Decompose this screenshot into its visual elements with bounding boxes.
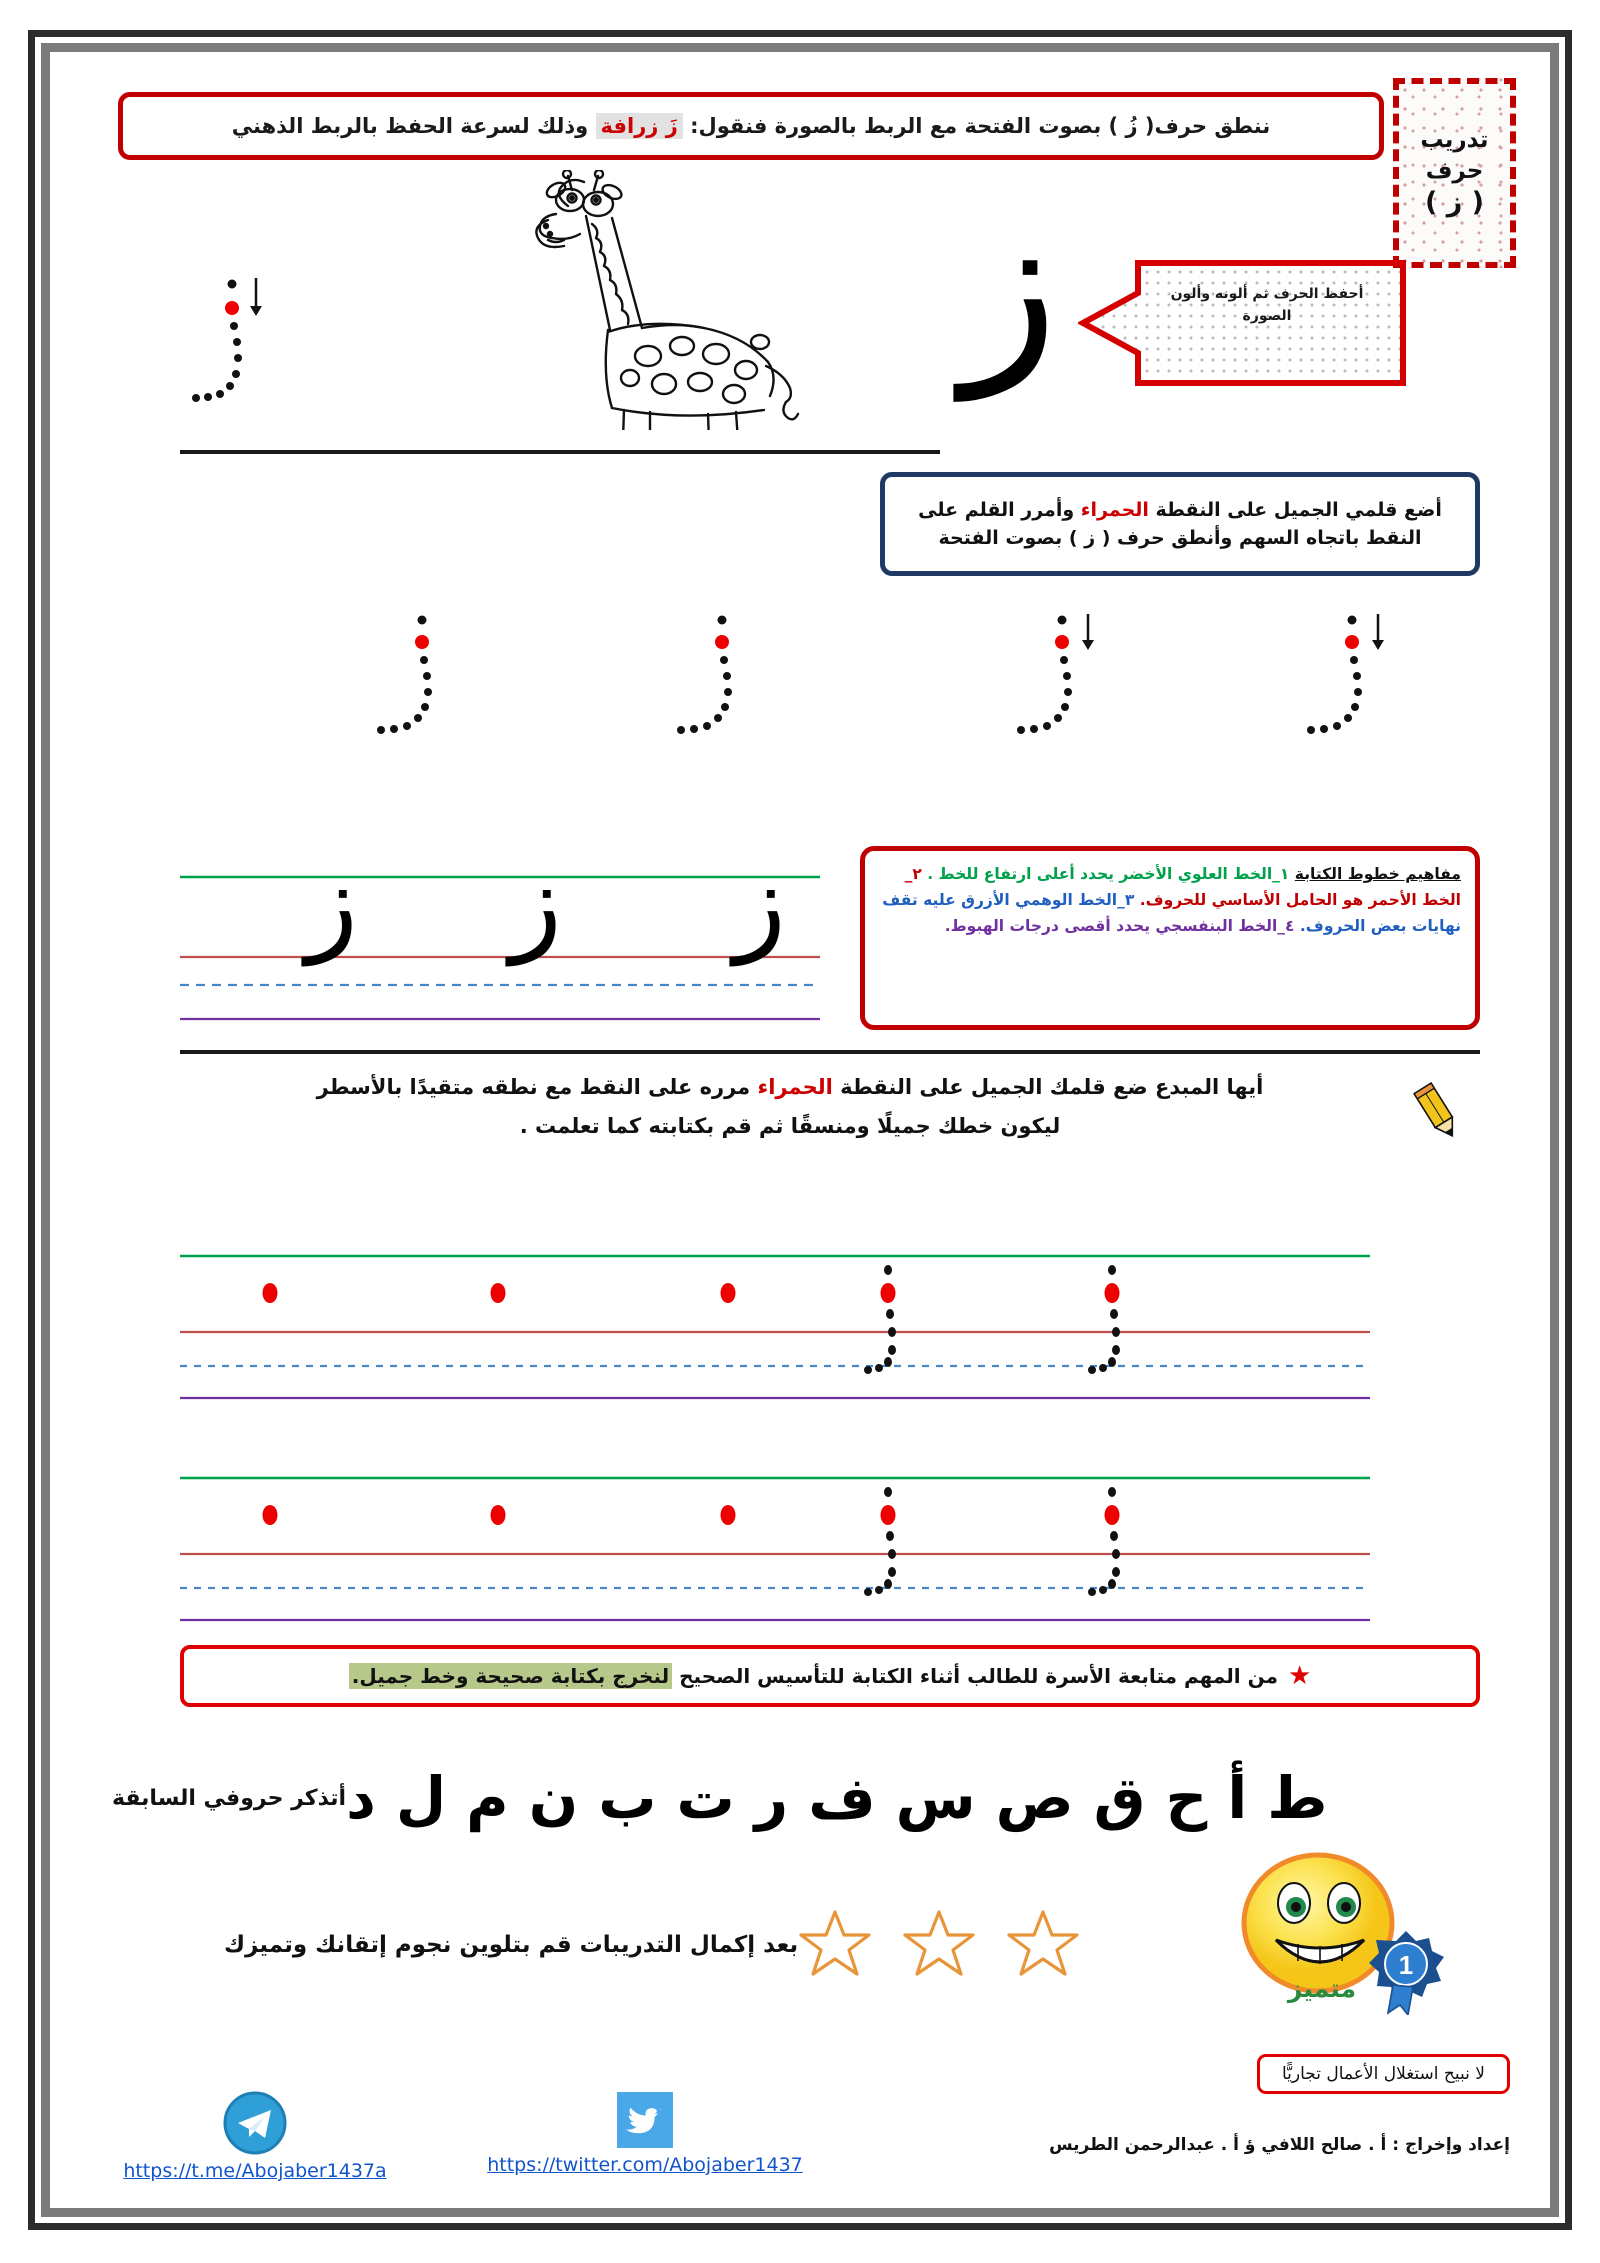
family-note-box bbox=[180, 1645, 1480, 1707]
creative-line1-a: أيها المبدع ضع قلمك الجميل على النقطة bbox=[840, 1075, 1264, 1099]
giraffe-illustration bbox=[460, 170, 820, 430]
banner-highlight-word: زَ زرافة bbox=[596, 113, 683, 139]
model-letter-3: ز bbox=[305, 841, 358, 966]
excellence-badge bbox=[1210, 1845, 1460, 2015]
creative-line-2: ليكون خطك جميلًا ومنسقًا ثم قم بكتابته كما تعلمت . bbox=[519, 1113, 1061, 1138]
start-dot bbox=[721, 1283, 736, 1303]
twitter-block[interactable] bbox=[440, 2090, 850, 2176]
family-note-before: من المهم متابعة الأسرة للطالب أثناء الكتابة للتأسيس الصحيح bbox=[679, 1664, 1278, 1688]
prev-letter: س bbox=[895, 1764, 976, 1832]
creative-line1-red: الحمراء bbox=[757, 1075, 833, 1099]
prev-letter: ل bbox=[395, 1764, 447, 1832]
previous-letters-list bbox=[346, 1764, 1328, 1832]
start-dot bbox=[263, 1283, 278, 1303]
start-dot bbox=[721, 1505, 736, 1525]
practice-ruled-row-1 bbox=[180, 1238, 1370, 1408]
trace-glyph-row1-3 bbox=[660, 608, 790, 788]
navy-line-1 bbox=[918, 496, 1442, 525]
navy-line-2: النقط باتجاه السهم وأنطق حرف ( ز ) بصوت الفتحة bbox=[938, 527, 1422, 549]
prev-letter: ت bbox=[676, 1764, 735, 1832]
concepts-title: مفاهيم خطوط الكتابة bbox=[1294, 865, 1461, 883]
telegram-block[interactable] bbox=[90, 2090, 420, 2182]
start-dot bbox=[263, 1505, 278, 1525]
trace-glyph-row1-1 bbox=[1290, 608, 1420, 788]
trace-dots-group bbox=[864, 1487, 896, 1596]
rating-instruction-text: بعد إكمال التدريبات قم بتلوين نجوم إتقانك وتميزك bbox=[224, 1932, 799, 1958]
big-letter-zay: ز bbox=[961, 168, 1059, 401]
creative-line-1 bbox=[160, 1068, 1420, 1107]
rosette-number: 1 bbox=[1398, 1950, 1414, 1980]
star-outline-icon[interactable] bbox=[902, 1908, 976, 1982]
writing-lines-concepts-box bbox=[860, 846, 1480, 1030]
start-dot bbox=[881, 1505, 896, 1525]
start-dot bbox=[1105, 1505, 1120, 1525]
navy-line1-b: وأمرر القلم على bbox=[918, 498, 1075, 521]
concepts-item-1: ١_الخط العلوي الأخضر يحدد أعلى ارتفاع للخط . bbox=[927, 865, 1290, 883]
star-outline-icon[interactable] bbox=[1006, 1908, 1080, 1982]
trace-dots-group bbox=[1088, 1487, 1120, 1596]
model-letter-2: ز bbox=[509, 841, 562, 966]
model-letters-row bbox=[180, 838, 820, 1018]
trace-glyph-row1-2 bbox=[1000, 608, 1130, 788]
lesson-title-box bbox=[1393, 78, 1516, 268]
navy-line1-red: الحمراء bbox=[1080, 498, 1149, 521]
prev-letter: م bbox=[466, 1764, 509, 1832]
arrow-text-line1: أحفظ الحرف ثم ألونه وألون bbox=[1170, 286, 1364, 302]
prev-letter: ط bbox=[1267, 1764, 1328, 1832]
credits-text: إعداد وإخراج : أ . صالح اللافي ؤ أ . عبدالرحمن الطريس bbox=[1049, 2135, 1510, 2155]
trace-dots-group bbox=[864, 1265, 896, 1374]
prev-letter: د bbox=[346, 1764, 376, 1832]
star-icon: ★ bbox=[1287, 1661, 1312, 1691]
smiley-face-icon bbox=[1210, 1845, 1460, 2015]
banner-text-after: وذلك لسرعة الحفظ بالربط الذهني bbox=[231, 114, 589, 138]
practice-ruled-row-2 bbox=[180, 1460, 1370, 1630]
lesson-title-line1: تدريب bbox=[1420, 127, 1489, 154]
concepts-item-2: ٢_ الخط الأحمر هو الحامل الأساسي للحروف. bbox=[904, 865, 1461, 910]
start-dot bbox=[881, 1283, 896, 1303]
rating-stars-row bbox=[180, 1880, 1320, 2010]
twitter-link[interactable]: https://twitter.com/Abojaber1437 bbox=[487, 2154, 803, 2176]
banner-text-before: ننطق حرف( زُ ) بصوت الفتحة مع الربط بالصورة فنقول: bbox=[690, 114, 1271, 138]
star-outline-icon[interactable] bbox=[798, 1908, 872, 1982]
trace-glyph-top bbox=[190, 270, 320, 450]
prev-letter: ص bbox=[995, 1764, 1074, 1832]
prev-letter: أ bbox=[1227, 1764, 1248, 1832]
previous-letters-label: أتذكر حروفي السابقة bbox=[112, 1785, 347, 1811]
twitter-icon[interactable] bbox=[615, 2090, 675, 2150]
start-dot bbox=[491, 1505, 506, 1525]
lesson-title-letter: ( ز ) bbox=[1424, 186, 1485, 218]
model-letter-1: ز bbox=[733, 841, 786, 966]
concepts-paragraph bbox=[879, 861, 1461, 939]
trace-glyph-row1-4 bbox=[360, 608, 490, 788]
family-note-highlight: لنخرج بكتابة صحيحة وخط جميل. bbox=[349, 1663, 672, 1689]
arrow-text-line2: الصورة bbox=[1242, 307, 1292, 324]
footer bbox=[90, 2040, 1510, 2190]
telegram-icon[interactable] bbox=[222, 2090, 288, 2156]
divider-1 bbox=[180, 450, 940, 454]
previous-letters-row bbox=[90, 1750, 1490, 1846]
telegram-link[interactable]: https://t.me/Abojaber1437a bbox=[123, 2160, 387, 2182]
start-dot bbox=[1105, 1283, 1120, 1303]
creative-instruction bbox=[160, 1068, 1420, 1146]
prev-letter: ب bbox=[598, 1764, 657, 1832]
prev-letter: ق bbox=[1093, 1764, 1146, 1832]
family-note-text bbox=[349, 1664, 1278, 1688]
lesson-title-line2: حرف bbox=[1425, 157, 1484, 184]
badge-label: متميز bbox=[1287, 1974, 1357, 2003]
prev-letter: ح bbox=[1165, 1764, 1208, 1832]
prev-letter: ف bbox=[808, 1764, 876, 1832]
arrow-callout-text bbox=[1142, 284, 1392, 327]
stars-group bbox=[798, 1908, 1080, 1982]
header-banner bbox=[118, 92, 1384, 160]
divider-2 bbox=[180, 1050, 1480, 1054]
no-commercial-use-box: لا نبيح استغلال الأعمال تجاريًّا bbox=[1257, 2054, 1510, 2094]
concepts-item-4: ٤_الخط البنفسجي يحدد أقصى درجات الهبوط. bbox=[944, 917, 1295, 936]
navy-instruction-box bbox=[880, 472, 1480, 576]
header-banner-text bbox=[232, 114, 1270, 138]
concepts-item-3: ٣_الخط الوهمي الأزرق عليه تقف نهايات بعض الحروف. bbox=[882, 891, 1461, 936]
first-place-rosette-icon bbox=[1369, 1931, 1444, 2015]
navy-line1-a: أضع قلمي الجميل على النقطة bbox=[1155, 498, 1442, 521]
prev-letter: ر bbox=[754, 1764, 789, 1832]
prev-letter: ن bbox=[528, 1764, 579, 1832]
trace-dots-group bbox=[1088, 1265, 1120, 1374]
creative-line1-b: مرره على النقط مع نطقه متقيدًا بالأسطر bbox=[316, 1075, 751, 1099]
start-dot bbox=[491, 1283, 506, 1303]
